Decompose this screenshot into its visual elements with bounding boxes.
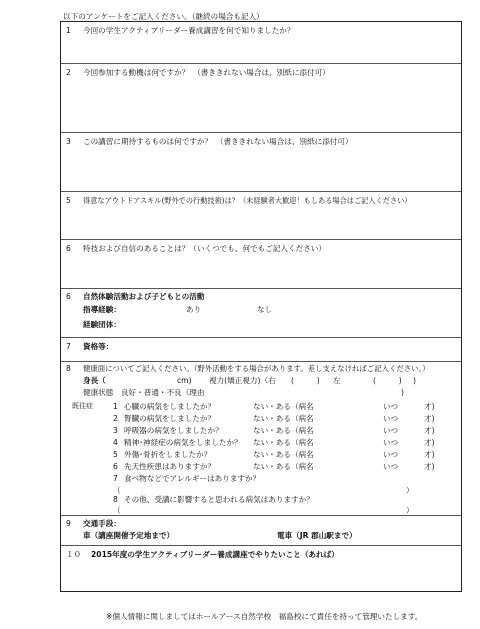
experience-group-label: 経験団体： [83,320,121,329]
q7-number: 7 [66,342,71,351]
q6b-title: 自然体験活動および子どもとの活動 [83,292,205,301]
section-q3[interactable] [61,132,461,191]
health-close-paren: ) [401,388,404,397]
other-open-paren[interactable]: （ [113,506,121,515]
other-illness-number: 8 [113,495,118,504]
intro-text: 以下のアンケートをご記入ください。（継続の場合も記入） [63,12,264,21]
q7-text: 資格等： [83,342,114,351]
vision-left-value[interactable]: ( ) [373,376,402,385]
leader-experience-label: 指導経験： [83,305,121,314]
q6b-number: 6 [66,292,71,301]
q2-number: 2 [66,68,71,77]
q6-text: 特技および自信のあることは？（いくつでも、何でもご記入ください） [83,244,326,253]
option-ari[interactable]: あり [186,305,202,314]
q10-number: １０ [66,550,82,559]
allergy-close-paren: ） [406,486,414,495]
q8-text: 健康面についてご記入ください。（野外活動をする場合があります。差し支えなければご記入ください。） [83,364,430,373]
section-q7[interactable] [61,337,461,361]
q3-number: 3 [66,137,71,146]
option-nashi[interactable]: なし [257,305,273,314]
q9-number: 9 [66,519,71,528]
section-q1[interactable] [61,22,461,63]
section-q9 [61,515,461,545]
height-label: 身長（ [83,376,106,385]
vision-label: 視力(矯正視力)（右 [209,376,276,385]
vision-close-paren: ) [413,376,416,385]
health-status[interactable]: 健康状態 良好・普通・不良（理由 [83,388,205,397]
section-q8: 8 健康面についてご記入ください。（野外活動をする場合があります。差し支えなければご記入ください。） 身長（ cm) 視力(矯正視力)（右 ( ) 左 ( ) ) 健康状態 良好・普通・不良（理由 ) 既往症 1 心臓の病気をしましたか？ ない・ある（病名 いつ 才) 2 腎臓の病気をしましたか？ ない・ある（病名 いつ 才) 3 呼吸器の病気をしましたか？ ない・ある（病名 いつ 才) 4 精神･神経症の病気をしましたか？ ない・ある（病名 いつ 才) 5 外傷･骨折をしましたか？ ない・ある（病名 いつ 才) 6 先天性疾患はありますか？ ない・ある（病名 いつ 才) 7 食べ物などでアレルギーはありますか？ （ ） 8 その他、受講に影響すると思われる病気はありますか？ （ ） [61,361,461,515]
q2-text: 今回参加する動機は何ですか？ （書ききれない場合は、別紙に添付可） [83,68,330,77]
vision-left-label: 左 [333,376,341,385]
q5-text: 得意なアウトドアスキル(野外での行動技術)は？（未経験者大歓迎！もしある場合はご記入ください） [83,196,412,205]
height-unit[interactable]: cm) [177,376,192,385]
q6-number: 6 [66,244,71,253]
q8-number: 8 [66,364,71,373]
questionnaire-form [60,21,462,592]
section-q6-activities [61,288,461,337]
privacy-footer: ※個人情報に関しましてはホールアース自然学校 福島校にて責任を持って管理いたします。 [106,612,423,621]
transport-train[interactable]: 電車（JR 郡山駅まで） [277,531,357,540]
other-illness-question: その他、受講に影響すると思われる病気はありますか？ [124,495,314,504]
section-q2[interactable] [61,63,461,132]
medical-history-label: 既往症 [72,402,93,410]
section-q6[interactable] [61,239,461,288]
vision-right-value[interactable]: ( ) [291,376,320,385]
section-q10[interactable] [61,545,461,593]
allergy-number: 7 [113,474,118,483]
section-q5[interactable] [61,191,461,239]
allergy-open-paren[interactable]: （ [113,486,121,495]
q3-text: この講習に期待するものは何ですか？ （書ききれない場合は、別紙に添付可） [83,137,353,146]
q9-title: 交通手段： [83,519,121,528]
transport-car[interactable]: 車（講座開催予定地まで） [83,531,175,540]
q1-text: 今回の学生アクティブリーダー養成講習を何で知りましたか？ [83,26,295,35]
q1-number: 1 [66,26,71,35]
other-close-paren: ） [406,506,414,515]
allergy-question: 食べ物などでアレルギーはありますか？ [124,474,261,483]
q5-number: 5 [66,196,71,205]
q10-text: 2015年度の学生アクティブリーダー養成講座でやりたいこと（あれば） [91,550,339,559]
